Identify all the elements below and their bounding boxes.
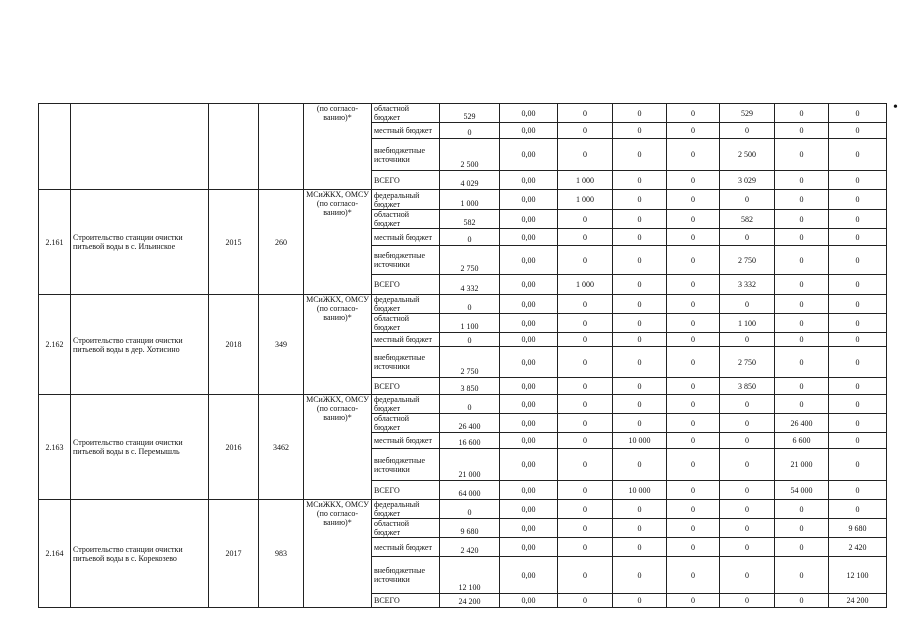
funding-source: федеральный бюджет: [372, 500, 440, 519]
year-amount: 0,00: [500, 449, 558, 481]
funding-source: внебюджетные источники: [372, 347, 440, 378]
funding-source: местный бюджет: [372, 123, 440, 139]
year-amount: 6 600: [775, 433, 829, 449]
year-cell: [209, 104, 259, 190]
year-amount: 1 100: [720, 314, 775, 333]
year-amount: 1 000: [558, 171, 613, 190]
year-amount: 0,00: [500, 378, 558, 395]
year-amount: 0: [720, 333, 775, 347]
year-amount: 0: [667, 210, 720, 229]
budget-table: [38, 103, 887, 608]
year-amount: 0: [775, 246, 829, 275]
year-amount: 0: [558, 347, 613, 378]
year-amount: 0: [558, 139, 613, 171]
year-amount: 0: [720, 190, 775, 210]
year-amount: 0: [613, 139, 667, 171]
year-amount: 0,00: [500, 190, 558, 210]
year-amount: 0: [667, 449, 720, 481]
year-amount: 0: [829, 378, 887, 395]
year-amount: 0: [775, 347, 829, 378]
year-amount: 0,00: [500, 481, 558, 500]
year-cell: 2015: [209, 190, 259, 295]
year-amount: 0: [775, 519, 829, 538]
year-amount: 26 400: [775, 414, 829, 433]
year-amount: 0: [558, 449, 613, 481]
year-amount: 0,00: [500, 210, 558, 229]
funding-source: ВСЕГО: [372, 171, 440, 190]
year-amount: 0: [829, 395, 887, 414]
year-amount: 0: [613, 333, 667, 347]
total-amount: 0: [440, 395, 500, 414]
row-number: 2.161: [39, 190, 71, 295]
year-amount: 9 680: [829, 519, 887, 538]
year-amount: 0: [558, 295, 613, 314]
row-number: 2.162: [39, 295, 71, 395]
funding-source: областной бюджет: [372, 519, 440, 538]
funding-source: ВСЕГО: [372, 275, 440, 295]
year-amount: 0: [829, 500, 887, 519]
year-amount: 1 000: [558, 190, 613, 210]
year-amount: 0: [720, 395, 775, 414]
total-amount: 64 000: [440, 481, 500, 500]
year-amount: 0: [558, 433, 613, 449]
funding-source: местный бюджет: [372, 433, 440, 449]
year-amount: 0: [720, 538, 775, 557]
year-amount: 0: [613, 500, 667, 519]
year-cell: 2018: [209, 295, 259, 395]
year-amount: 0: [667, 190, 720, 210]
year-amount: 3 029: [720, 171, 775, 190]
year-amount: 0: [558, 414, 613, 433]
year-amount: 0: [613, 414, 667, 433]
year-amount: 0,00: [500, 538, 558, 557]
year-amount: 0: [613, 449, 667, 481]
year-amount: 0: [667, 433, 720, 449]
year-amount: 0: [829, 314, 887, 333]
year-amount: 0: [720, 414, 775, 433]
year-amount: 0: [667, 139, 720, 171]
year-amount: 0: [558, 229, 613, 246]
year-amount: 0: [829, 481, 887, 500]
year-amount: 0: [775, 210, 829, 229]
year-amount: 0: [829, 171, 887, 190]
budget-table-wrapper: [38, 103, 886, 608]
year-amount: 0: [720, 433, 775, 449]
year-amount: 0: [829, 190, 887, 210]
year-amount: 0: [829, 123, 887, 139]
year-amount: 0: [775, 500, 829, 519]
year-amount: 0: [775, 314, 829, 333]
year-amount: 0,00: [500, 139, 558, 171]
year-amount: 0: [720, 123, 775, 139]
year-amount: 0: [829, 449, 887, 481]
year-amount: 529: [720, 104, 775, 123]
year-amount: 0: [613, 395, 667, 414]
total-amount: 16 600: [440, 433, 500, 449]
total-amount: 24 200: [440, 594, 500, 608]
total-amount: 1 000: [440, 190, 500, 210]
funding-source: федеральный бюджет: [372, 395, 440, 414]
executor-cell: МСиЖКХ, ОМСУ (по согласо-ванию)*: [304, 395, 372, 500]
funding-source: внебюджетные источники: [372, 246, 440, 275]
funding-source: областной бюджет: [372, 414, 440, 433]
year-amount: 0: [558, 123, 613, 139]
year-amount: 0: [720, 229, 775, 246]
total-amount: 0: [440, 123, 500, 139]
total-amount: 2 420: [440, 538, 500, 557]
table-row: [39, 104, 887, 123]
funding-source: областной бюджет: [372, 210, 440, 229]
total-amount: 0: [440, 229, 500, 246]
funding-source: внебюджетные источники: [372, 139, 440, 171]
year-amount: 0: [613, 347, 667, 378]
executor-cell: МСиЖКХ, ОМСУ (по согласо-ванию)*: [304, 500, 372, 608]
year-amount: 0,00: [500, 171, 558, 190]
year-amount: 0: [829, 229, 887, 246]
year-amount: 0: [775, 295, 829, 314]
table-row: [39, 190, 887, 210]
year-amount: 3 850: [720, 378, 775, 395]
funding-source: федеральный бюджет: [372, 295, 440, 314]
funding-source: местный бюджет: [372, 538, 440, 557]
year-amount: 0: [613, 314, 667, 333]
year-amount: 0: [558, 378, 613, 395]
year-amount: 0: [558, 246, 613, 275]
total-amount: 3 850: [440, 378, 500, 395]
year-amount: 0,00: [500, 275, 558, 295]
year-amount: 0: [829, 347, 887, 378]
year-amount: 0,00: [500, 123, 558, 139]
year-amount: 0: [558, 333, 613, 347]
total-amount: 2 500: [440, 139, 500, 171]
total-amount: 0: [440, 500, 500, 519]
funding-source: внебюджетные источники: [372, 557, 440, 594]
year-amount: 1 000: [558, 275, 613, 295]
year-amount: 0: [613, 519, 667, 538]
year-amount: 0,00: [500, 295, 558, 314]
year-amount: 0: [558, 395, 613, 414]
year-amount: 0: [667, 295, 720, 314]
executor-cell: МСиЖКХ, ОМСУ (по согласо-ванию)*: [304, 295, 372, 395]
total-amount: 529: [440, 104, 500, 123]
year-amount: 0,00: [500, 433, 558, 449]
year-amount: 0: [558, 594, 613, 608]
total-amount: 0: [440, 295, 500, 314]
year-amount: 0: [667, 395, 720, 414]
year-amount: 0,00: [500, 104, 558, 123]
funding-source: ВСЕГО: [372, 481, 440, 500]
year-amount: 0: [613, 594, 667, 608]
object-name: Строительство станции очистки питьевой воды в с. Корекозево: [71, 500, 209, 608]
year-amount: 0: [667, 378, 720, 395]
year-amount: 0: [775, 378, 829, 395]
year-amount: 0: [775, 333, 829, 347]
capacity-cell: 983: [259, 500, 304, 608]
year-amount: 0: [720, 594, 775, 608]
year-amount: 0: [720, 481, 775, 500]
year-amount: 0: [775, 229, 829, 246]
year-amount: 582: [720, 210, 775, 229]
year-amount: 0: [558, 210, 613, 229]
year-amount: 0: [775, 275, 829, 295]
table-row: [39, 395, 887, 414]
year-amount: 0: [667, 314, 720, 333]
year-amount: 10 000: [613, 481, 667, 500]
executor-cell: МСиЖКХ, ОМСУ (по согласо-ванию)*: [304, 190, 372, 295]
object-name: Строительство станции очистки питьевой воды в дер. Хотисино: [71, 295, 209, 395]
year-amount: 0: [558, 538, 613, 557]
table-row: [39, 500, 887, 519]
year-amount: 0: [775, 123, 829, 139]
year-amount: 10 000: [613, 433, 667, 449]
total-amount: 9 680: [440, 519, 500, 538]
row-number: [39, 104, 71, 190]
year-amount: 0: [775, 557, 829, 594]
year-amount: 0,00: [500, 347, 558, 378]
year-amount: 0: [613, 190, 667, 210]
year-amount: 0: [667, 123, 720, 139]
object-name: Строительство станции очистки питьевой воды в с. Перемышль: [71, 395, 209, 500]
year-amount: 0: [613, 275, 667, 295]
year-amount: 0: [558, 481, 613, 500]
year-amount: 0: [775, 538, 829, 557]
total-amount: 1 100: [440, 314, 500, 333]
year-amount: 0: [720, 557, 775, 594]
year-amount: 0: [613, 378, 667, 395]
year-amount: 0: [613, 557, 667, 594]
capacity-cell: 349: [259, 295, 304, 395]
year-amount: 0,00: [500, 229, 558, 246]
year-amount: 0: [775, 171, 829, 190]
year-cell: 2017: [209, 500, 259, 608]
row-number: 2.164: [39, 500, 71, 608]
year-amount: 0,00: [500, 500, 558, 519]
year-amount: 21 000: [775, 449, 829, 481]
year-amount: 0: [667, 171, 720, 190]
year-amount: 0: [720, 500, 775, 519]
funding-source: местный бюджет: [372, 333, 440, 347]
year-amount: 0,00: [500, 333, 558, 347]
year-amount: 54 000: [775, 481, 829, 500]
year-amount: 24 200: [829, 594, 887, 608]
year-amount: 12 100: [829, 557, 887, 594]
year-amount: 0: [558, 519, 613, 538]
year-amount: 3 332: [720, 275, 775, 295]
year-amount: 0: [613, 104, 667, 123]
year-amount: 0: [613, 210, 667, 229]
year-amount: 0: [667, 229, 720, 246]
year-amount: 0: [775, 190, 829, 210]
year-amount: 0: [613, 295, 667, 314]
funding-source: ВСЕГО: [372, 594, 440, 608]
year-amount: 0,00: [500, 414, 558, 433]
year-amount: 0: [829, 139, 887, 171]
year-amount: 0,00: [500, 395, 558, 414]
year-amount: 0: [667, 481, 720, 500]
capacity-cell: [259, 104, 304, 190]
funding-source: областной бюджет: [372, 104, 440, 123]
year-amount: 0,00: [500, 314, 558, 333]
object-name: [71, 104, 209, 190]
object-name: Строительство станции очистки питьевой воды в с. Ильинское: [71, 190, 209, 295]
year-amount: 0,00: [500, 557, 558, 594]
year-amount: 0: [558, 314, 613, 333]
funding-source: областной бюджет: [372, 314, 440, 333]
year-amount: 0: [829, 275, 887, 295]
year-amount: 0: [613, 171, 667, 190]
year-amount: 0: [667, 414, 720, 433]
total-amount: 4 029: [440, 171, 500, 190]
year-amount: 0: [775, 395, 829, 414]
year-amount: 0: [613, 123, 667, 139]
year-amount: 0: [829, 414, 887, 433]
year-amount: 0: [667, 104, 720, 123]
year-amount: 0: [775, 139, 829, 171]
year-amount: 0: [558, 557, 613, 594]
year-amount: 0: [667, 557, 720, 594]
year-cell: 2016: [209, 395, 259, 500]
total-amount: 2 750: [440, 347, 500, 378]
year-amount: 0: [829, 246, 887, 275]
capacity-cell: 3462: [259, 395, 304, 500]
year-amount: 2 500: [720, 139, 775, 171]
year-amount: 0: [720, 449, 775, 481]
total-amount: 21 000: [440, 449, 500, 481]
table-row: [39, 295, 887, 314]
funding-source: местный бюджет: [372, 229, 440, 246]
stray-dot: •: [893, 100, 898, 115]
year-amount: 0: [667, 538, 720, 557]
funding-source: федеральный бюджет: [372, 190, 440, 210]
total-amount: 12 100: [440, 557, 500, 594]
year-amount: 0: [829, 333, 887, 347]
year-amount: 0: [829, 433, 887, 449]
year-amount: 0: [667, 246, 720, 275]
year-amount: 0: [667, 500, 720, 519]
year-amount: 0,00: [500, 246, 558, 275]
year-amount: 0: [667, 519, 720, 538]
year-amount: 0: [829, 104, 887, 123]
year-amount: 0,00: [500, 594, 558, 608]
year-amount: 0: [667, 275, 720, 295]
year-amount: 2 420: [829, 538, 887, 557]
year-amount: 2 750: [720, 347, 775, 378]
total-amount: 0: [440, 333, 500, 347]
capacity-cell: 260: [259, 190, 304, 295]
funding-source: внебюджетные источники: [372, 449, 440, 481]
funding-source: ВСЕГО: [372, 378, 440, 395]
year-amount: 0: [558, 104, 613, 123]
year-amount: 0: [829, 210, 887, 229]
row-number: 2.163: [39, 395, 71, 500]
year-amount: 0: [667, 594, 720, 608]
year-amount: 0: [720, 295, 775, 314]
year-amount: 0: [720, 519, 775, 538]
year-amount: 0,00: [500, 519, 558, 538]
year-amount: 0: [613, 229, 667, 246]
budget-table-body: [39, 104, 887, 608]
year-amount: 0: [667, 347, 720, 378]
year-amount: 0: [613, 246, 667, 275]
total-amount: 4 332: [440, 275, 500, 295]
total-amount: 26 400: [440, 414, 500, 433]
year-amount: 0: [613, 538, 667, 557]
year-amount: 0: [829, 295, 887, 314]
year-amount: 0: [775, 104, 829, 123]
year-amount: 0: [667, 333, 720, 347]
year-amount: 0: [558, 500, 613, 519]
year-amount: 0: [775, 594, 829, 608]
year-amount: 2 750: [720, 246, 775, 275]
executor-cell: (по согласо-ванию)*: [304, 104, 372, 190]
total-amount: 2 750: [440, 246, 500, 275]
total-amount: 582: [440, 210, 500, 229]
